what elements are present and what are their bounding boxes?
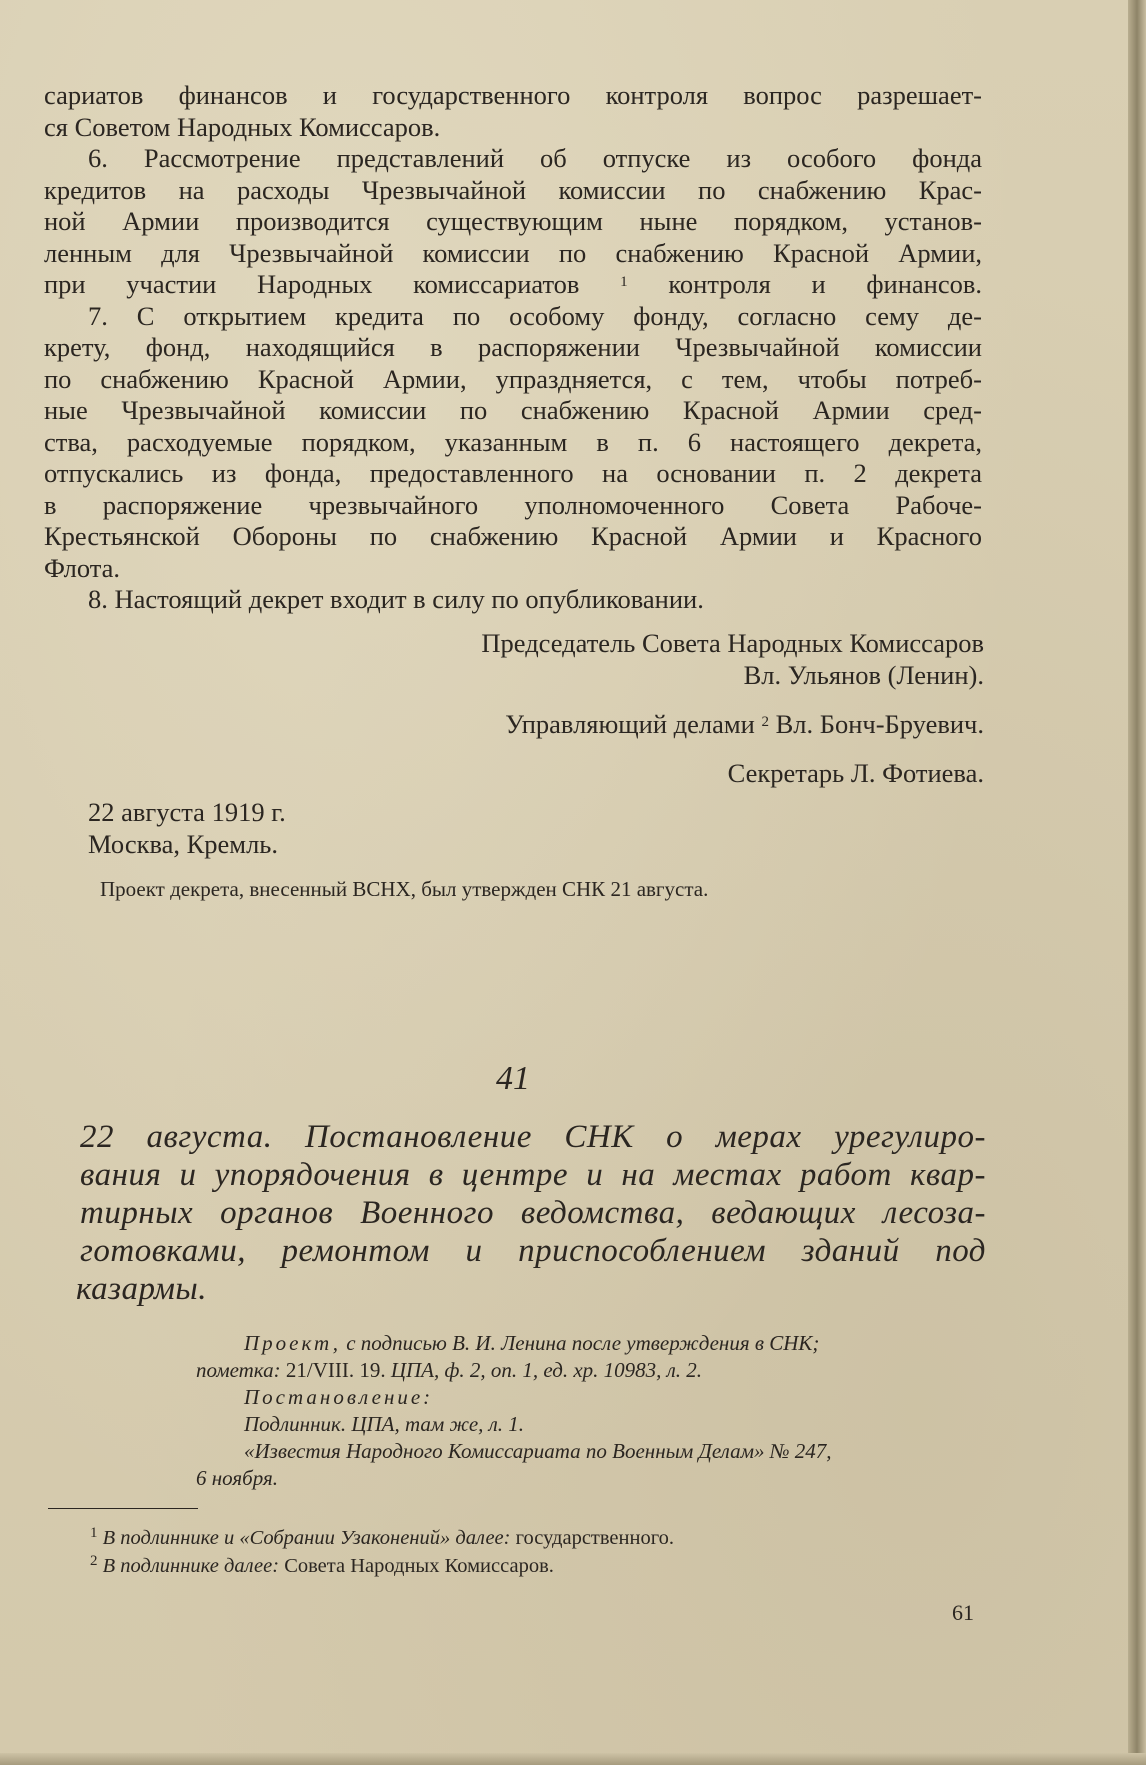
text-line: при участии Народных комиссариатов $^1$ контроля и финансов.: [44, 269, 982, 299]
text-line: ся Советом Народных Комиссаров.: [44, 111, 441, 142]
text-line: ной Армии производится существующим ныне порядком, установ-: [44, 206, 982, 236]
text-line: Флота.: [44, 552, 121, 583]
source-line: Постановление:: [244, 1385, 434, 1409]
text-line: Крестьянской Обороны по снабжению Красной Армии и Красного: [44, 521, 982, 551]
source-line: Подлинник. ЦПА, там же, л. 1.: [244, 1412, 525, 1436]
document-title: [76, 1118, 986, 1308]
title-line: готовками, ремонтом и приспособлением зданий под: [80, 1233, 986, 1269]
text-line: крету, фонд, находящийся в распоряжении Чрезвычайной комиссии: [44, 332, 982, 362]
title-line: вания и упорядочения в центре и на местах работ квар-: [80, 1157, 986, 1193]
text-line: ные Чрезвычайной комиссии по снабжению Красной Армии сред-: [44, 395, 982, 425]
manager-signature: Управляющий делами $^2$ Вл. Бонч-Бруевич.: [505, 709, 984, 739]
text-line: ства, расходуемые порядком, указанным в п. 6 настоящего декрета,: [44, 426, 982, 457]
footnote-2: $^2$ В подлиннике далее: Совета Народных Комиссаров.: [90, 1553, 554, 1577]
source-line: Проект, с подписью В. И. Ленина после утверждения в СНК;: [244, 1331, 820, 1355]
footnote-1: $^1$ В подлиннике и «Собрании Узаконений» далее: государственного.: [90, 1525, 674, 1549]
chair-name: Вл. Ульянов (Ленин).: [743, 660, 984, 690]
page-number: 61: [952, 1600, 974, 1625]
footnote-divider: [48, 1508, 198, 1509]
chair-title: Председатель Совета Народных Комиссаров: [481, 628, 984, 658]
page-edge-shadow: [1128, 0, 1146, 1765]
footnote-ref-2: 2: [761, 714, 769, 730]
text-line: ленным для Чрезвычайной комиссии по снабжению Красной Армии,: [44, 237, 982, 268]
paragraph-6: [44, 143, 982, 301]
footnote-ref-1: 1: [620, 274, 628, 290]
text-line: по снабжению Красной Армии, упраздняется, с тем, чтобы потреб-: [44, 363, 982, 394]
source-reference: [196, 1330, 986, 1492]
text-line: отпускались из фонда, предоставленного на основании п. 2 декрета: [44, 458, 982, 488]
decree-place: Москва, Кремль.: [88, 829, 279, 859]
text-line: кредитов на расходы Чрезвычайной комиссии по снабжению Крас-: [44, 174, 982, 205]
text-line: 8. Настоящий декрет входит в силу по опубликовании.: [88, 584, 704, 614]
text-line: сариатов финансов и государственного контроля вопрос разрешает-: [44, 80, 982, 110]
editorial-note: Проект декрета, внесенный ВСНХ, был утвержден СНК 21 августа.: [100, 877, 709, 901]
paragraph-7: [44, 301, 982, 585]
text-line: 7. С открытием кредита по особому фонду, согласно сему де-: [88, 300, 982, 331]
title-line: 22 августа. Постановление СНК о мерах урегулиро-: [80, 1119, 986, 1155]
text-line: 6. Рассмотрение представлений об отпуске из особого фонда: [88, 143, 982, 173]
paragraph-continuation: [44, 80, 982, 143]
source-line: пометка: 21/VIII. 19. ЦПА, ф. 2, оп. 1, ед. хр. 10983, л. 2.: [196, 1358, 703, 1382]
page-bottom-edge: [0, 1753, 1146, 1765]
document-number: 41: [496, 1060, 530, 1097]
decree-date: 22 августа 1919 г.: [88, 797, 286, 827]
text-line: в распоряжение чрезвычайного уполномоченного Совета Рабоче-: [44, 489, 982, 520]
secretary-signature: Секретарь Л. Фотиева.: [727, 758, 984, 788]
decree-body: [44, 80, 982, 616]
title-line: казармы.: [76, 1271, 208, 1307]
source-line: «Известия Народного Комиссариата по Военным Делам» № 247,: [244, 1439, 832, 1463]
paragraph-8: [44, 584, 982, 616]
title-line: тирных органов Военного ведомства, ведающих лесоза-: [80, 1195, 986, 1231]
source-line: 6 ноября.: [196, 1466, 278, 1490]
